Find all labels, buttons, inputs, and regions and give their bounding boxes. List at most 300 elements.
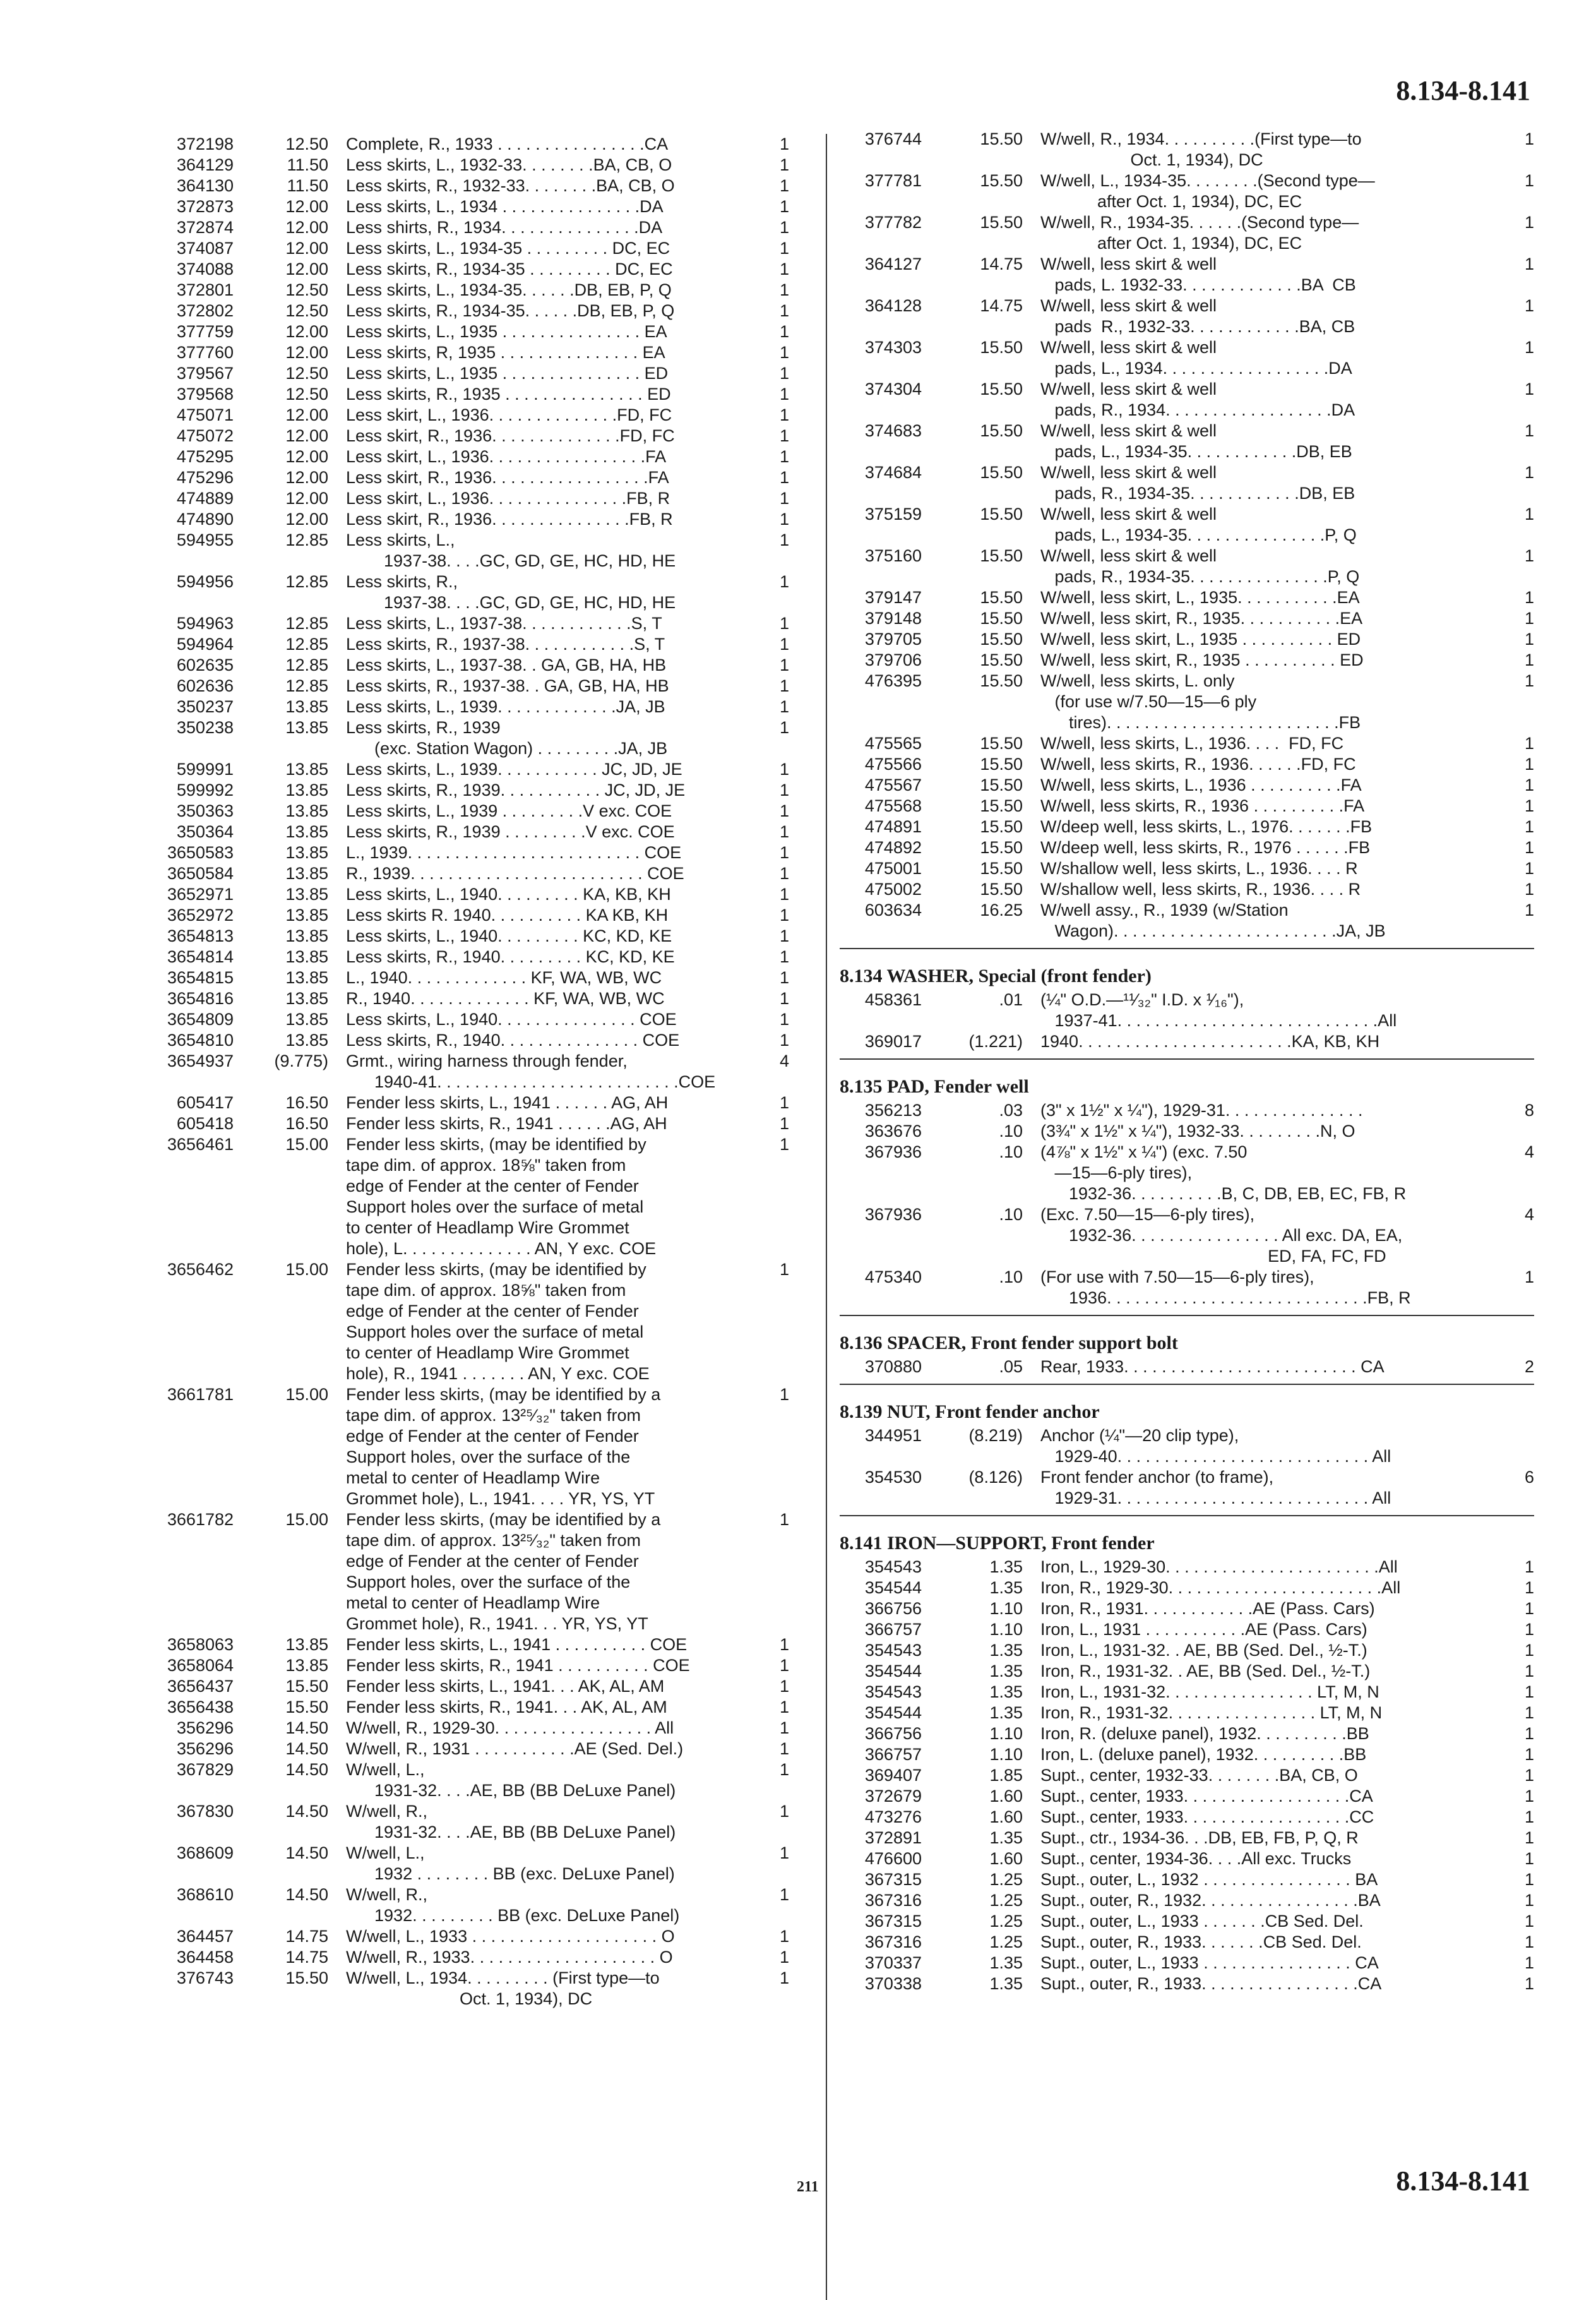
description: Fender less skirts, R., 1941 . . . . . . . . . . COE	[346, 1656, 690, 1675]
parts-row	[107, 467, 789, 488]
part-number: 475566	[864, 755, 922, 774]
quantity: 1	[1524, 1787, 1534, 1806]
quantity: 1	[779, 864, 789, 883]
description: Iron, L., 1931-32. . . . . . . . . . . . . . . . LT, M, N	[1040, 1682, 1379, 1701]
part-number: 372198	[176, 135, 234, 153]
part-number: 366757	[864, 1620, 922, 1639]
price: 15.50	[285, 1677, 328, 1696]
part-number: 367830	[176, 1802, 234, 1821]
description: Less skirts, L., 1932-33. . . . . . . .BA, CB, O	[346, 155, 672, 174]
quantity: 1	[779, 947, 789, 966]
price: 1.85	[989, 1766, 1023, 1785]
quantity: 1	[1524, 1578, 1534, 1597]
part-number: 3658063	[167, 1635, 234, 1654]
quantity: 1	[1524, 1766, 1534, 1785]
price: 12.50	[285, 301, 328, 320]
description: Less skirts, L., 1937-38. . . . . . . . . . . .S, T	[346, 614, 662, 633]
parts-row	[107, 1676, 789, 1697]
quantity: 1	[1524, 1807, 1534, 1826]
price: .10	[999, 1267, 1023, 1286]
price: 1.35	[989, 1662, 1023, 1680]
part-number: 3661782	[167, 1510, 234, 1529]
quantity: 1	[779, 1968, 789, 1987]
quantity: 1	[779, 885, 789, 904]
price: 12.00	[285, 322, 328, 341]
part-number: 474891	[864, 817, 922, 836]
price: 12.00	[285, 405, 328, 424]
part-number: 3654810	[167, 1031, 234, 1050]
part-number: 605418	[176, 1114, 234, 1133]
price: 12.00	[285, 468, 328, 487]
quantity: 1	[1524, 1620, 1534, 1639]
price: 14.75	[285, 1948, 328, 1967]
part-number: 367316	[864, 1891, 922, 1910]
price: 12.00	[285, 197, 328, 216]
price: 14.50	[285, 1885, 328, 1904]
quantity	[1490, 1425, 1534, 1467]
parts-row	[840, 1848, 1534, 1869]
part-number: 377759	[176, 322, 234, 341]
description: Less skirts, R., 1934-35 . . . . . . . . . DC, EC	[346, 260, 673, 279]
price: (1.221)	[968, 1032, 1023, 1051]
quantity: 1	[779, 1010, 789, 1029]
price: 13.85	[285, 697, 328, 716]
description: W/well, L., 1932 . . . . . . . . BB (exc. DeLuxe Panel)	[346, 1843, 675, 1883]
quantity: 1	[1524, 1828, 1534, 1847]
part-number: 354543	[864, 1557, 922, 1576]
price: 15.50	[980, 817, 1023, 836]
description: Less skirts, L., 1937-38. . GA, GB, HA, HB	[346, 656, 667, 674]
description: Less skirts, L., 1934-35. . . . . .DB, EB, P, Q	[346, 280, 672, 299]
price: 15.50	[980, 859, 1023, 878]
quantity: 1	[1524, 1703, 1534, 1722]
description: Complete, R., 1933 . . . . . . . . . . . . . . . .CA	[346, 135, 669, 153]
quantity: 1	[779, 822, 789, 841]
description: Less skirts R. 1940. . . . . . . . . . KA KB, KH	[346, 906, 669, 925]
part-number: 377760	[176, 343, 234, 362]
description: (For use with 7.50—15—6-ply tires), 1936. . . . . . . . . . . . . . . . . . . . . . . . . . . .FB, R	[1040, 1267, 1411, 1307]
part-number: 3658064	[167, 1656, 234, 1675]
description: W/well, less skirt & well pads, L., 1934-35. . . . . . . . . . . .DB, EB	[1040, 421, 1352, 461]
price: 1.60	[989, 1807, 1023, 1826]
price: 1.25	[989, 1912, 1023, 1931]
parts-row	[840, 733, 1534, 754]
quantity: 1	[1524, 1682, 1534, 1701]
quantity: 1	[779, 760, 789, 779]
price: 15.50	[285, 1698, 328, 1716]
part-number: 602636	[176, 676, 234, 695]
part-number: 364130	[176, 176, 234, 195]
parts-row	[107, 280, 789, 301]
price: 14.50	[285, 1739, 328, 1758]
description: W/well, L., 1933 . . . . . . . . . . . . . . . . . . . . O	[346, 1927, 675, 1946]
description: Iron, R., 1929-30. . . . . . . . . . . . . . . . . . . . . . .All	[1040, 1578, 1401, 1597]
parts-row	[107, 384, 789, 405]
price: 13.85	[285, 801, 328, 820]
description: (4⅞" x 1½" x ¼") (exc. 7.50 —15—6-ply tires), 1932-36. . . . . . . . . .B, C, DB, EB, EC, FB, R	[1040, 1142, 1407, 1203]
part-number: 377782	[864, 213, 922, 232]
parts-row	[107, 1634, 789, 1655]
quantity: 1	[779, 385, 789, 404]
part-number: 3656462	[167, 1260, 234, 1279]
parts-row	[840, 129, 1534, 171]
price: 15.50	[980, 171, 1023, 190]
quantity: 1	[779, 301, 789, 320]
price: 1.10	[989, 1745, 1023, 1764]
part-number: 3654813	[167, 926, 234, 945]
part-number: 3661781	[167, 1385, 234, 1404]
quantity: 1	[1524, 734, 1534, 753]
parts-row	[840, 1557, 1534, 1578]
price: .01	[999, 990, 1023, 1009]
parts-row	[840, 879, 1534, 900]
price: 1.35	[989, 1557, 1023, 1576]
part-number: 474892	[864, 838, 922, 857]
part-number: 3654937	[167, 1051, 234, 1070]
price: .10	[999, 1122, 1023, 1141]
description: Supt., outer, L., 1932 . . . . . . . . . . . . . . . . BA	[1040, 1870, 1378, 1889]
price: 13.85	[285, 1010, 328, 1029]
part-number: 594956	[176, 572, 234, 591]
parts-row	[107, 947, 789, 967]
part-number: 354544	[864, 1662, 922, 1680]
parts-row	[107, 1259, 789, 1384]
quantity: 1	[779, 1114, 789, 1133]
description: R., 1940. . . . . . . . . . . . . KF, WA, WB, WC	[346, 989, 665, 1008]
description: Less skirts, L., 1934 . . . . . . . . . . . . . . .DA	[346, 197, 664, 216]
part-number: 370338	[864, 1974, 922, 1993]
price: 13.85	[285, 968, 328, 987]
quantity: 1	[779, 572, 789, 591]
description: W/well, less skirt & well pads, L., 1934-35. . . . . . . . . . . . . . .P, Q	[1040, 505, 1357, 544]
description: 1940. . . . . . . . . . . . . . . . . . . . . . .KA, KB, KH	[1040, 1032, 1380, 1051]
parts-row	[107, 780, 789, 801]
price: 11.50	[287, 155, 328, 174]
part-number: 368610	[176, 1885, 234, 1904]
quantity: 1	[779, 239, 789, 258]
section-rule	[840, 948, 1534, 949]
part-number: 370337	[864, 1953, 922, 1972]
description: Less skirt, R., 1936. . . . . . . . . . . . . . . . .FA	[346, 468, 669, 487]
part-number: 379148	[864, 609, 922, 628]
part-number: 367936	[864, 1142, 922, 1161]
description: Less skirts, R., 1937-38. . . . . . . . . . . .S, T	[346, 635, 665, 654]
description: (¼" O.D.—¹¹⁄₃₂" I.D. x ¹⁄₁₆"), 1937-41. . . . . . . . . . . . . . . . . . . . . . . . . . . .All	[1040, 990, 1397, 1030]
quantity: 1	[1524, 505, 1534, 524]
price: 15.50	[980, 380, 1023, 398]
price: 15.50	[980, 630, 1023, 649]
parts-row	[840, 1765, 1534, 1786]
quantity: 1	[1524, 880, 1534, 899]
description: Less skirts, L., 1939. . . . . . . . . . . JC, JD, JE	[346, 760, 682, 779]
part-number: 368609	[176, 1843, 234, 1862]
parts-row	[107, 613, 789, 634]
quantity: 1	[779, 1031, 789, 1050]
description: W/well, less skirt & well pads, R., 1934-35. . . . . . . . . . . . . . .P, Q	[1040, 546, 1360, 586]
quantity: 1	[1524, 1267, 1534, 1286]
part-number: 599992	[176, 781, 234, 800]
part-number: 354544	[864, 1578, 922, 1597]
quantity: 1	[1524, 630, 1534, 649]
parts-row	[107, 967, 789, 988]
description: L., 1939. . . . . . . . . . . . . . . . . . . . . . . . . COE	[346, 843, 682, 862]
quantity: 1	[779, 1135, 789, 1154]
parts-row	[840, 1598, 1534, 1619]
quantity: 1	[1524, 609, 1534, 628]
part-number: 475340	[864, 1267, 922, 1286]
parts-row	[840, 1467, 1534, 1509]
parts-row	[840, 212, 1534, 254]
description: Supt., outer, L., 1933 . . . . . . .CB Sed. Del.	[1040, 1912, 1364, 1931]
description: Iron, R. (deluxe panel), 1932. . . . . . . . . .BB	[1040, 1724, 1369, 1743]
parts-row	[840, 171, 1534, 212]
price: 13.85	[285, 843, 328, 862]
quantity: 1	[779, 197, 789, 216]
parts-row	[840, 608, 1534, 629]
price: 13.85	[285, 781, 328, 800]
description: Supt., center, 1933. . . . . . . . . . . . . . . . . .CA	[1040, 1787, 1373, 1806]
price: 15.50	[980, 338, 1023, 357]
parts-row	[840, 254, 1534, 296]
quantity: 4	[779, 1051, 789, 1070]
parts-row	[840, 990, 1534, 1031]
price: 12.50	[285, 280, 328, 299]
price: 13.85	[285, 1635, 328, 1654]
parts-row	[840, 650, 1534, 671]
parts-row	[107, 1697, 789, 1718]
price: 14.50	[285, 1760, 328, 1779]
description: W/well, R., 1931-32. . . .AE, BB (BB DeLuxe Panel)	[346, 1802, 676, 1842]
parts-row	[840, 1890, 1534, 1911]
price: 12.85	[285, 530, 328, 549]
price: 1.25	[989, 1932, 1023, 1951]
quantity: 1	[779, 176, 789, 195]
description: Less skirts, L., 1934-35 . . . . . . . . . DC, EC	[346, 239, 670, 258]
part-number: 379568	[176, 385, 234, 404]
quantity: 1	[1524, 817, 1534, 836]
part-number: 475071	[176, 405, 234, 424]
quantity: 1	[1524, 1912, 1534, 1931]
quantity: 1	[1524, 1849, 1534, 1868]
parts-row	[107, 905, 789, 926]
quantity: 1	[779, 1656, 789, 1675]
price: 1.35	[989, 1641, 1023, 1660]
price: 13.85	[285, 926, 328, 945]
price: 15.00	[285, 1135, 328, 1154]
section-rule	[840, 1058, 1534, 1060]
quantity: 1	[779, 968, 789, 987]
parts-row	[840, 796, 1534, 817]
price: .05	[999, 1357, 1023, 1376]
parts-row	[840, 1703, 1534, 1723]
part-number: 379567	[176, 364, 234, 383]
price: 1.35	[989, 1953, 1023, 1972]
description: Iron, L., 1931 . . . . . . . . . . .AE (Pass. Cars)	[1040, 1620, 1367, 1639]
price: 1.10	[989, 1599, 1023, 1618]
description: Less skirt, R., 1936. . . . . . . . . . . . . .FD, FC	[346, 426, 675, 445]
quantity: 1	[1524, 1641, 1534, 1660]
price: 12.50	[285, 364, 328, 383]
description: Less skirts, L., 1935 . . . . . . . . . . . . . . . EA	[346, 322, 667, 341]
parts-row	[107, 801, 789, 822]
section-heading: 8.139 NUT, Front fender anchor	[840, 1401, 1100, 1422]
part-number: 372891	[864, 1828, 922, 1847]
price: 15.50	[980, 129, 1023, 148]
price: 13.85	[285, 947, 328, 966]
price: 1.35	[989, 1828, 1023, 1847]
quantity: 1	[1524, 338, 1534, 357]
price: 14.75	[980, 296, 1023, 315]
part-number: 372874	[176, 218, 234, 237]
description: Less skirts, L., 1940. . . . . . . . . . . . . . . COE	[346, 1010, 677, 1029]
parts-row	[840, 858, 1534, 879]
description: L., 1940. . . . . . . . . . . . . KF, WA, WB, WC	[346, 968, 662, 987]
description: W/well, less skirt, L., 1935. . . . . . . . . . .EA	[1040, 588, 1360, 607]
description: W/well, less skirt & well pads, R., 1934-35. . . . . . . . . . . .DB, EB	[1040, 463, 1355, 503]
description: Less skirts, L., 1939 . . . . . . . . .V exc. COE	[346, 801, 672, 820]
part-number: 3650584	[167, 864, 234, 883]
parts-row	[840, 1682, 1534, 1703]
parts-row	[107, 238, 789, 259]
price: 13.85	[285, 1031, 328, 1050]
price: 12.00	[285, 447, 328, 466]
description: W/well, R., 1934. . . . . . . . . .(First type—to Oct. 1, 1934), DC	[1040, 129, 1362, 169]
part-number: 475296	[176, 468, 234, 487]
price: 12.00	[285, 426, 328, 445]
description: Supt., center, 1934-36. . . .All exc. Trucks	[1040, 1849, 1352, 1868]
parts-row	[107, 196, 789, 217]
quantity: 1	[779, 781, 789, 800]
description: W/shallow well, less skirts, L., 1936. . . . R	[1040, 859, 1358, 878]
parts-row	[107, 1843, 789, 1884]
parts-row	[107, 717, 789, 759]
quantity: 1	[779, 155, 789, 174]
price: 15.00	[285, 1385, 328, 1404]
price: 14.50	[285, 1843, 328, 1862]
parts-row	[840, 1619, 1534, 1640]
quantity: 1	[1524, 1891, 1534, 1910]
price: 13.85	[285, 718, 328, 737]
description: W/well, less skirts, R., 1936 . . . . . . . . . .FA	[1040, 796, 1365, 815]
quantity: 1	[1524, 588, 1534, 607]
part-number: 475001	[864, 859, 922, 878]
description: Less skirts, L., 1940. . . . . . . . . KC, KD, KE	[346, 926, 672, 945]
part-number: 3652972	[167, 906, 234, 925]
parts-row	[107, 363, 789, 384]
parts-row	[840, 504, 1534, 546]
parts-row	[107, 884, 789, 905]
parts-row	[840, 1357, 1534, 1377]
parts-row	[107, 842, 789, 863]
price: 1.60	[989, 1849, 1023, 1868]
description: Fender less skirts, R., 1941 . . . . . .AG, AH	[346, 1114, 667, 1133]
quantity: 1	[779, 635, 789, 654]
parts-row	[840, 337, 1534, 379]
price: .03	[999, 1101, 1023, 1120]
parts-row	[107, 509, 789, 530]
part-number: 475567	[864, 776, 922, 794]
description: W/well, R., 1932. . . . . . . . . BB (exc. DeLuxe Panel)	[346, 1885, 680, 1925]
parts-row	[840, 1100, 1534, 1121]
price: 1.10	[989, 1620, 1023, 1639]
quantity: 8	[1524, 1101, 1534, 1120]
price: 1.25	[989, 1891, 1023, 1910]
parts-row	[107, 1384, 789, 1509]
part-number: 369017	[864, 1032, 922, 1051]
description: Iron, R., 1931-32. . AE, BB (Sed. Del., ½-T.)	[1040, 1662, 1371, 1680]
description: W/well, less skirt & well pads, R., 1934. . . . . . . . . . . . . . . . . .DA	[1040, 380, 1355, 419]
price: 15.50	[980, 609, 1023, 628]
price: 15.50	[980, 776, 1023, 794]
parts-row	[840, 296, 1534, 337]
price: 13.85	[285, 760, 328, 779]
part-number: 599991	[176, 760, 234, 779]
parts-row	[107, 1759, 789, 1801]
quantity: 1	[779, 1093, 789, 1112]
quantity: 1	[1524, 1953, 1534, 1972]
parts-row	[107, 1801, 789, 1843]
part-number: 603634	[864, 901, 922, 919]
price: 16.25	[980, 901, 1023, 919]
price: 1.60	[989, 1787, 1023, 1806]
description: Iron, R., 1931-32. . . . . . . . . . . . . . . . LT, M, N	[1040, 1703, 1383, 1722]
page-header-code: 8.134-8.141	[1396, 75, 1530, 106]
parts-row	[107, 1947, 789, 1968]
quantity: 1	[779, 1885, 789, 1904]
parts-row	[107, 655, 789, 676]
price: (8.126)	[968, 1468, 1023, 1487]
parts-row	[107, 1968, 789, 2010]
part-number: 3652971	[167, 885, 234, 904]
quantity: 1	[1524, 1870, 1534, 1889]
description: Supt., outer, L., 1933 . . . . . . . . . . . . . . . . CA	[1040, 1953, 1379, 1972]
description: W/well, less skirts, L., 1936 . . . . . . . . . .FA	[1040, 776, 1362, 794]
description: W/well, R., 1931 . . . . . . . . . . .AE (Sed. Del.)	[346, 1739, 684, 1758]
quantity	[1490, 1031, 1534, 1052]
parts-row	[107, 259, 789, 280]
parts-row	[107, 134, 789, 155]
parts-row	[840, 1425, 1534, 1467]
parts-row	[107, 530, 789, 572]
description: R., 1939. . . . . . . . . . . . . . . . . . . . . . . . . COE	[346, 864, 684, 883]
quantity: 1	[779, 676, 789, 695]
description: Less skirts, L., 1937-38. . . .GC, GD, GE, HC, HD, HE	[346, 530, 676, 570]
quantity: 1	[779, 801, 789, 820]
parts-row	[107, 1030, 789, 1051]
quantity: 1	[779, 1698, 789, 1716]
price: 15.50	[285, 1968, 328, 1987]
part-number: 374684	[864, 463, 922, 482]
price: 12.85	[285, 656, 328, 674]
part-number: 374087	[176, 239, 234, 258]
parts-row	[107, 1509, 789, 1634]
description: Supt., outer, R., 1932. . . . . . . . . . . . . . . . .BA	[1040, 1891, 1381, 1910]
description: Iron, L., 1929-30. . . . . . . . . . . . . . . . . . . . . . .All	[1040, 1557, 1398, 1576]
section-heading: 8.134 WASHER, Special (front fender)	[840, 966, 1152, 986]
part-number: 602635	[176, 656, 234, 674]
part-number: 375159	[864, 505, 922, 524]
description: Less skirts, R., 1940. . . . . . . . . KC, KD, KE	[346, 947, 675, 966]
quantity: 1	[1524, 421, 1534, 440]
parts-row	[840, 1828, 1534, 1848]
quantity: 1	[779, 1927, 789, 1946]
parts-row	[840, 1869, 1534, 1890]
parts-row	[840, 546, 1534, 587]
price: (9.775)	[274, 1051, 328, 1070]
quantity: 1	[779, 1718, 789, 1737]
quantity: 1	[1524, 650, 1534, 669]
price: 11.50	[287, 176, 328, 195]
